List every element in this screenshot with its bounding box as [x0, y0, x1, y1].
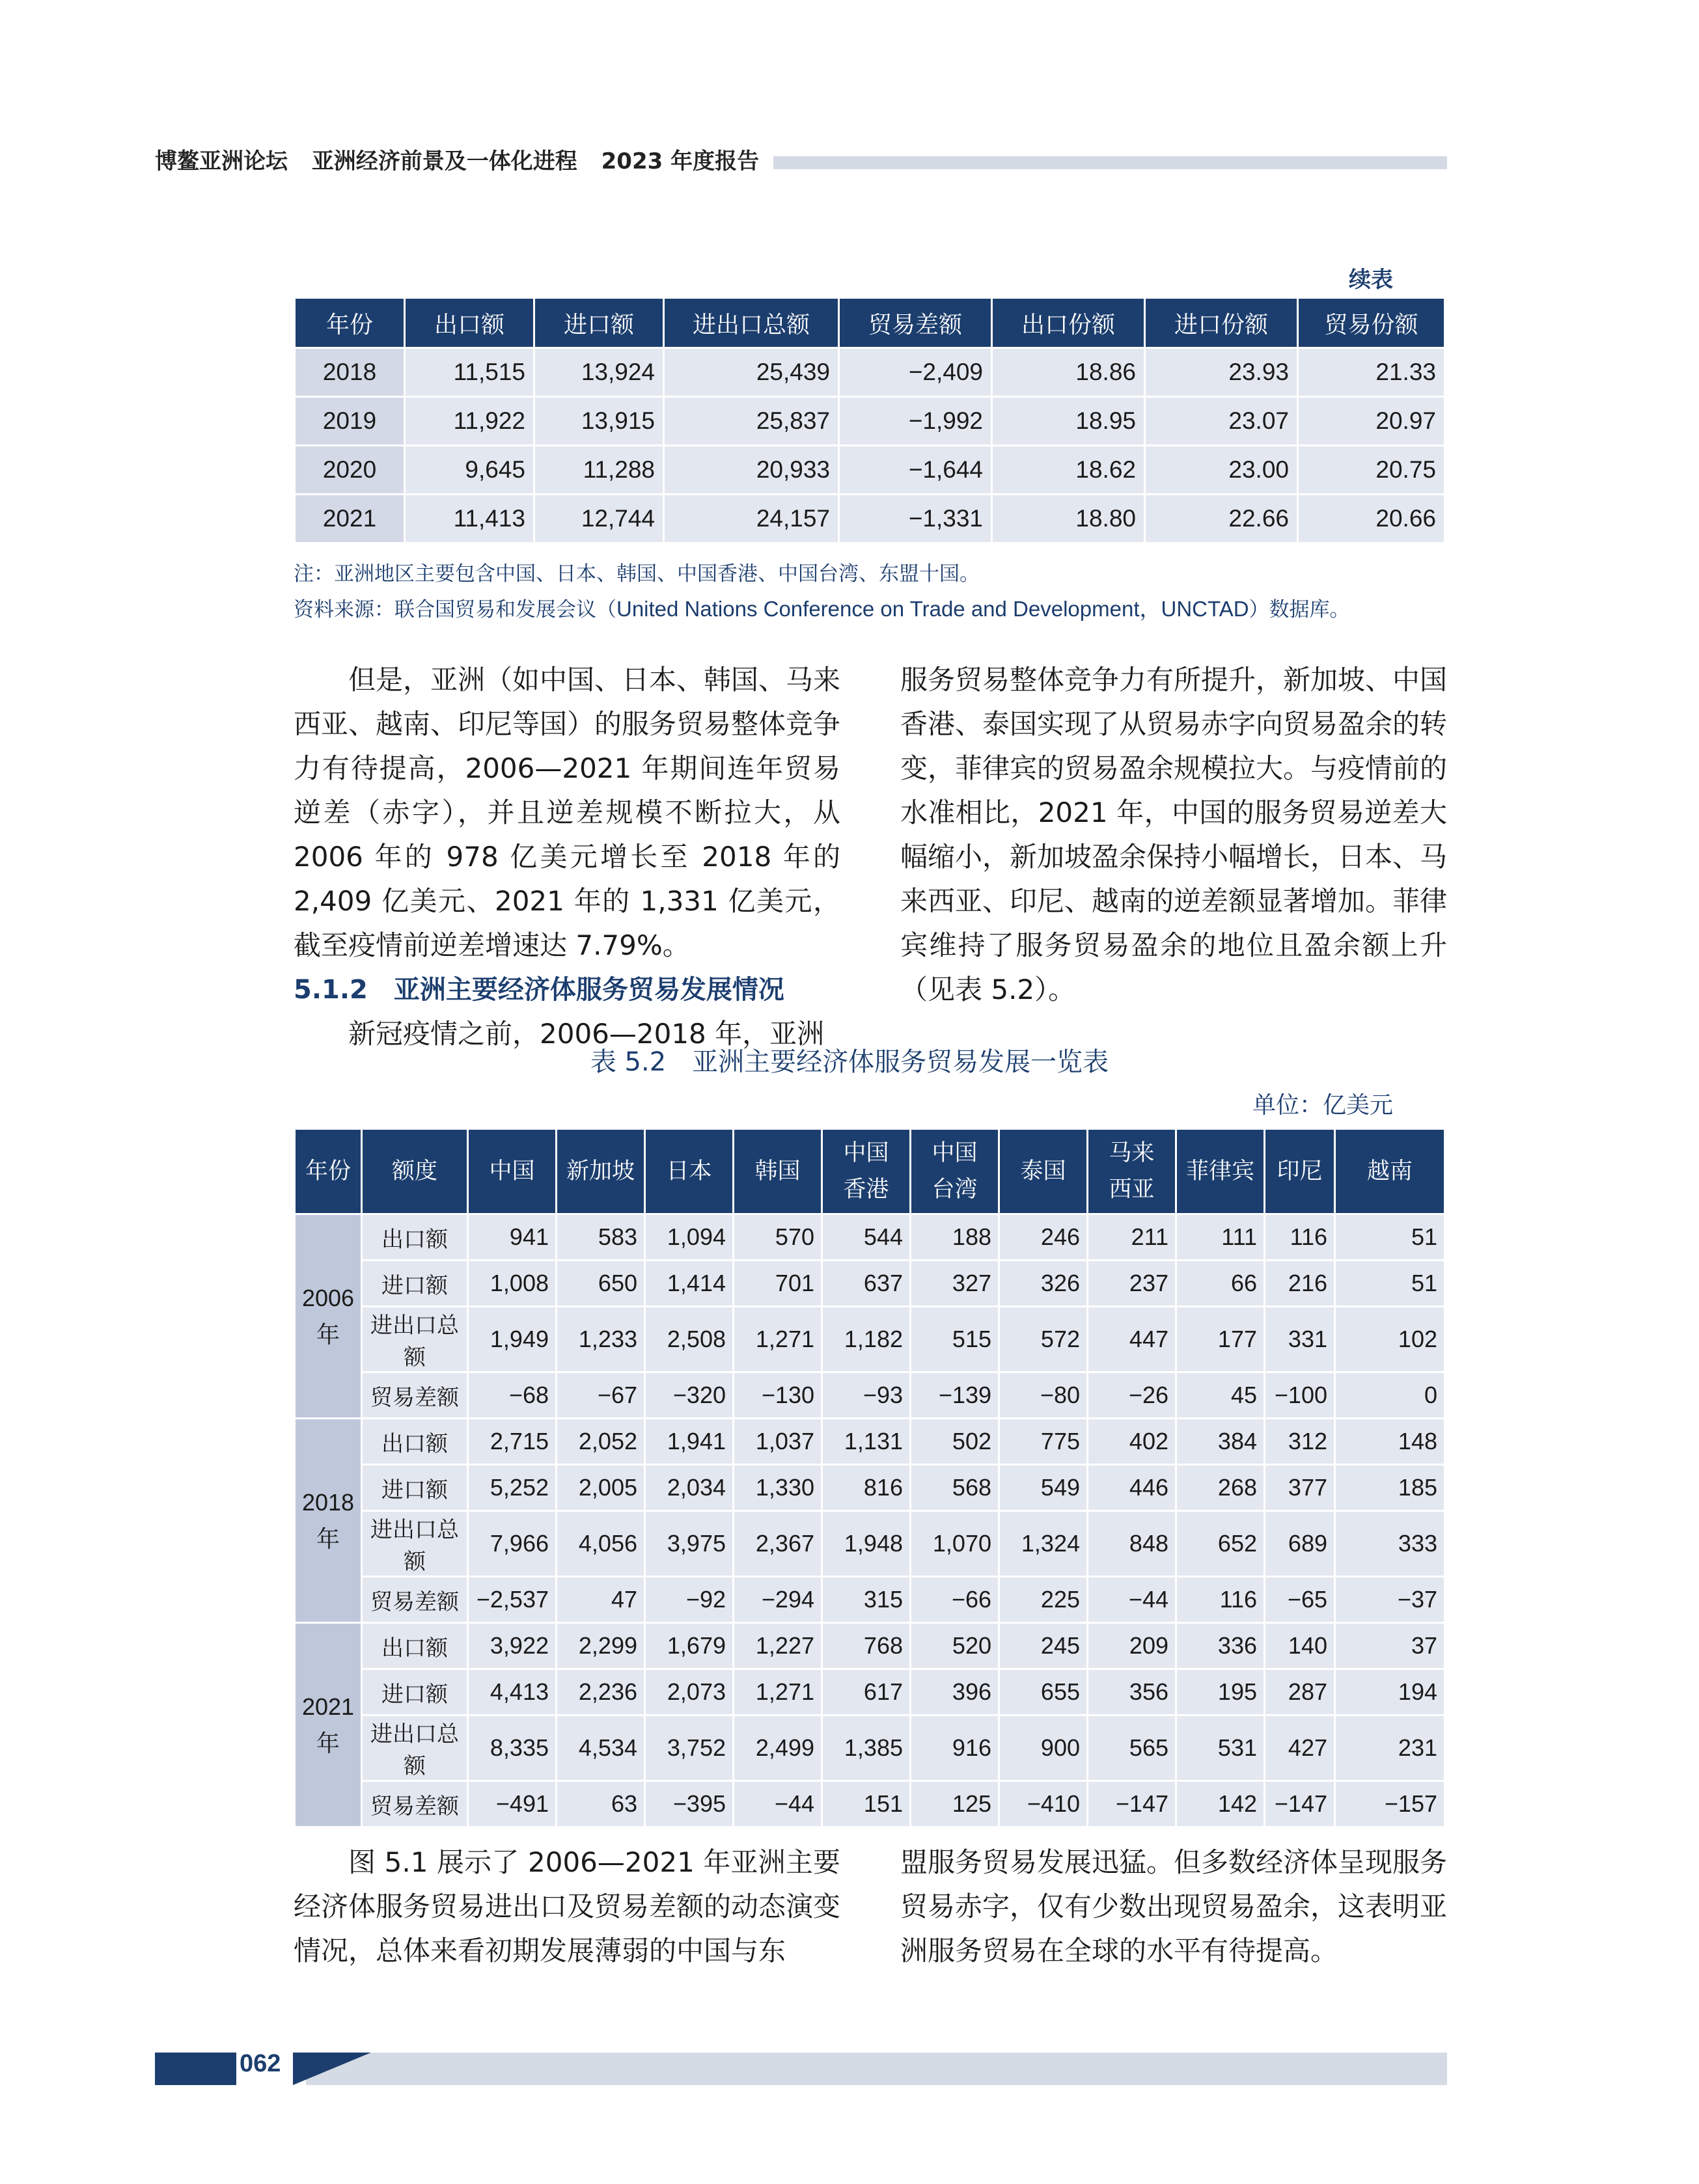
column-header: 中国	[468, 1129, 557, 1214]
year-cell: 2019	[295, 397, 405, 446]
value-cell: 549	[999, 1465, 1088, 1511]
value-cell: 188	[911, 1214, 999, 1261]
value-cell: 775	[999, 1419, 1088, 1465]
value-cell: 195	[1176, 1669, 1265, 1715]
paragraph: 图 5.1 展示了 2006—2021 年亚洲主要经济体服务贸易进出口及贸易差额的动态演变情况，总体来看初期发展薄弱的中国与东	[294, 1846, 841, 1967]
header-line: 西亚	[1109, 1177, 1155, 1203]
metric-cell: 贸易差额	[362, 1372, 468, 1419]
table-row	[295, 1577, 1445, 1623]
value-cell: 11,413	[405, 495, 534, 543]
value-cell: 1,385	[822, 1715, 911, 1781]
header-line: 香港	[843, 1177, 889, 1203]
value-cell: 572	[999, 1307, 1088, 1372]
value-cell: −395	[645, 1781, 734, 1827]
table-row	[295, 1261, 1445, 1307]
value-cell: 336	[1176, 1623, 1265, 1669]
column-header	[1088, 1129, 1176, 1214]
value-cell: −294	[734, 1577, 822, 1623]
year-cell: 2018	[295, 348, 405, 397]
value-cell: −67	[557, 1372, 645, 1419]
value-cell: 900	[999, 1715, 1088, 1781]
value-cell: 211	[1088, 1214, 1176, 1261]
paragraph: 新冠疫情之前，2006—2018 年，亚洲	[348, 1018, 825, 1050]
value-cell: 396	[911, 1669, 999, 1715]
value-cell: 18.95	[992, 397, 1145, 446]
column-header: 进口份额	[1145, 298, 1298, 348]
value-cell: 1,941	[645, 1419, 734, 1465]
value-cell: −1,644	[839, 446, 992, 495]
header-report-title: 亚洲经济前景及一体化进程	[311, 148, 577, 174]
value-cell: 1,131	[822, 1419, 911, 1465]
value-cell: 63	[557, 1781, 645, 1827]
table-row	[295, 1307, 1445, 1372]
value-cell: −65	[1265, 1577, 1335, 1623]
value-cell: 246	[999, 1214, 1088, 1261]
footer-rule	[306, 2053, 1447, 2085]
value-cell: 23.07	[1145, 397, 1298, 446]
value-cell: 177	[1176, 1307, 1265, 1372]
value-cell: 2,367	[734, 1511, 822, 1577]
table-row	[295, 1214, 1445, 1261]
table-title: 表 5.2 亚洲主要经济体服务贸易发展一览表	[590, 1047, 1109, 1077]
column-header: 贸易差额	[839, 298, 992, 348]
value-cell: 8,335	[468, 1715, 557, 1781]
value-cell: 402	[1088, 1419, 1176, 1465]
source-suffix: ）数据库。	[1249, 598, 1350, 621]
value-cell: 427	[1265, 1715, 1335, 1781]
value-cell: −100	[1265, 1372, 1335, 1419]
value-cell: 1,227	[734, 1623, 822, 1669]
value-cell: 18.62	[992, 446, 1145, 495]
value-cell: 12,744	[534, 495, 664, 543]
value-cell: 1,414	[645, 1261, 734, 1307]
value-cell: 20.75	[1298, 446, 1445, 495]
value-cell: 3,752	[645, 1715, 734, 1781]
value-cell: 1,271	[734, 1307, 822, 1372]
value-cell: 2,052	[557, 1419, 645, 1465]
header-line: 中国	[843, 1140, 889, 1166]
table-row	[295, 1781, 1445, 1827]
value-cell: 1,070	[911, 1511, 999, 1577]
value-cell: 23.93	[1145, 348, 1298, 397]
value-cell: 185	[1335, 1465, 1445, 1511]
value-cell: 11,515	[405, 348, 534, 397]
value-cell: −44	[1088, 1577, 1176, 1623]
body-column-left	[294, 658, 840, 1056]
value-cell: 583	[557, 1214, 645, 1261]
table-header-row	[295, 1129, 1445, 1214]
year-label-line: 年	[316, 1525, 340, 1552]
value-cell: 151	[822, 1781, 911, 1827]
source-org: United Nations Conference on Trade and Development，UNCTAD	[616, 597, 1249, 621]
value-cell: −80	[999, 1372, 1088, 1419]
value-cell: 2,715	[468, 1419, 557, 1465]
value-cell: 4,056	[557, 1511, 645, 1577]
value-cell: 652	[1176, 1511, 1265, 1577]
column-header: 新加坡	[557, 1129, 645, 1214]
metric-cell: 出口额	[362, 1419, 468, 1465]
paragraph: 但是，亚洲（如中国、日本、韩国、马来西亚、越南、印尼等国）的服务贸易整体竞争力有待提高，2006—2021 年期间连年贸易逆差（赤字），并且逆差规模不断拉大，从 2006 年的 978 亿美元增长至 2018 年的 2,409 亿美元、2021 年的 1,331 亿美元，截至疫情前逆差增速达 7.79%。	[294, 664, 841, 961]
value-cell: 116	[1265, 1214, 1335, 1261]
value-cell: 231	[1335, 1715, 1445, 1781]
table-row	[295, 1419, 1445, 1465]
continued-table	[294, 297, 1446, 544]
section-heading: 5.1.2 亚洲主要经济体服务贸易发展情况	[294, 975, 784, 1005]
value-cell: 701	[734, 1261, 822, 1307]
metric-cell: 进口额	[362, 1261, 468, 1307]
value-cell: 655	[999, 1669, 1088, 1715]
economies-table	[294, 1128, 1446, 1828]
header-report-year: 2023 年度报告	[601, 148, 760, 174]
table-header-row	[295, 298, 1445, 348]
value-cell: 25,439	[664, 348, 839, 397]
header-forum: 博鳌亚洲论坛	[155, 148, 288, 174]
value-cell: 1,271	[734, 1669, 822, 1715]
table-row	[295, 348, 1445, 397]
value-cell: 5,252	[468, 1465, 557, 1511]
value-cell: 45	[1176, 1372, 1265, 1419]
column-header: 贸易份额	[1298, 298, 1445, 348]
column-header: 出口额	[405, 298, 534, 348]
value-cell: −44	[734, 1781, 822, 1827]
table-row	[295, 495, 1445, 543]
value-cell: 520	[911, 1623, 999, 1669]
column-header: 进口额	[534, 298, 664, 348]
value-cell: 47	[557, 1577, 645, 1623]
value-cell: 515	[911, 1307, 999, 1372]
value-cell: 245	[999, 1623, 1088, 1669]
value-cell: 637	[822, 1261, 911, 1307]
value-cell: 9,645	[405, 446, 534, 495]
value-cell: −491	[468, 1781, 557, 1827]
metric-cell: 进出口总额	[362, 1715, 468, 1781]
year-cell: 2021	[295, 495, 405, 543]
value-cell: 848	[1088, 1511, 1176, 1577]
value-cell: 125	[911, 1781, 999, 1827]
page-number: 062	[240, 2050, 281, 2077]
value-cell: 140	[1265, 1623, 1335, 1669]
value-cell: 941	[468, 1214, 557, 1261]
value-cell: −37	[1335, 1577, 1445, 1623]
table-row	[295, 1669, 1445, 1715]
year-group-cell	[295, 1623, 362, 1827]
table-row	[295, 1372, 1445, 1419]
column-header: 菲律宾	[1176, 1129, 1265, 1214]
column-header: 日本	[645, 1129, 734, 1214]
value-cell: 377	[1265, 1465, 1335, 1511]
value-cell: −1,331	[839, 495, 992, 543]
value-cell: 2,073	[645, 1669, 734, 1715]
value-cell: 11,288	[534, 446, 664, 495]
value-cell: 1,324	[999, 1511, 1088, 1577]
value-cell: 4,413	[468, 1669, 557, 1715]
value-cell: 111	[1176, 1214, 1265, 1261]
value-cell: 51	[1335, 1261, 1445, 1307]
value-cell: 502	[911, 1419, 999, 1465]
continued-label: 续表	[1349, 267, 1393, 293]
column-header: 出口份额	[992, 298, 1145, 348]
column-header: 年份	[295, 1129, 362, 1214]
body-column-right-2	[900, 1840, 1447, 1973]
value-cell: −147	[1088, 1781, 1176, 1827]
value-cell: 1,094	[645, 1214, 734, 1261]
value-cell: 237	[1088, 1261, 1176, 1307]
value-cell: −66	[911, 1577, 999, 1623]
value-cell: 333	[1335, 1511, 1445, 1577]
value-cell: 13,924	[534, 348, 664, 397]
value-cell: 25,837	[664, 397, 839, 446]
running-header	[155, 143, 776, 175]
value-cell: −26	[1088, 1372, 1176, 1419]
column-header: 进出口总额	[664, 298, 839, 348]
table-note: 注：亚洲地区主要包含中国、日本、韩国、中国香港、中国台湾、东盟十国。	[294, 562, 980, 586]
metric-cell: 进口额	[362, 1465, 468, 1511]
table-row	[295, 446, 1445, 495]
value-cell: −92	[645, 1577, 734, 1623]
value-cell: −1,992	[839, 397, 992, 446]
value-cell: 2,499	[734, 1715, 822, 1781]
value-cell: 544	[822, 1214, 911, 1261]
value-cell: 20.97	[1298, 397, 1445, 446]
value-cell: −93	[822, 1372, 911, 1419]
table-source	[294, 592, 1350, 623]
footer-block	[155, 2053, 236, 2085]
value-cell: 570	[734, 1214, 822, 1261]
value-cell: 148	[1335, 1419, 1445, 1465]
value-cell: 268	[1176, 1465, 1265, 1511]
table-row	[295, 1715, 1445, 1781]
value-cell: 2,005	[557, 1465, 645, 1511]
metric-cell: 出口额	[362, 1623, 468, 1669]
header-line: 马来	[1109, 1140, 1155, 1166]
value-cell: 531	[1176, 1715, 1265, 1781]
value-cell: 689	[1265, 1511, 1335, 1577]
value-cell: 1,948	[822, 1511, 911, 1577]
value-cell: 1,330	[734, 1465, 822, 1511]
value-cell: 447	[1088, 1307, 1176, 1372]
table-row	[295, 1511, 1445, 1577]
column-header: 泰国	[999, 1129, 1088, 1214]
value-cell: 18.80	[992, 495, 1145, 543]
value-cell: −2,409	[839, 348, 992, 397]
value-cell: −147	[1265, 1781, 1335, 1827]
year-group-cell	[295, 1214, 362, 1419]
value-cell: 3,922	[468, 1623, 557, 1669]
metric-cell: 出口额	[362, 1214, 468, 1261]
value-cell: 225	[999, 1577, 1088, 1623]
value-cell: 20.66	[1298, 495, 1445, 543]
value-cell: 2,236	[557, 1669, 645, 1715]
value-cell: 20,933	[664, 446, 839, 495]
header-line: 台湾	[932, 1177, 978, 1203]
column-header: 额度	[362, 1129, 468, 1214]
column-header: 印尼	[1265, 1129, 1335, 1214]
value-cell: 66	[1176, 1261, 1265, 1307]
column-header	[911, 1129, 999, 1214]
value-cell: 22.66	[1145, 495, 1298, 543]
metric-cell: 贸易差额	[362, 1781, 468, 1827]
value-cell: 1,037	[734, 1419, 822, 1465]
value-cell: 116	[1176, 1577, 1265, 1623]
header-rule	[773, 156, 1447, 169]
value-cell: −320	[645, 1372, 734, 1419]
value-cell: 331	[1265, 1307, 1335, 1372]
value-cell: 0	[1335, 1372, 1445, 1419]
footer-arrow-shape	[293, 2053, 371, 2085]
metric-cell: 进出口总额	[362, 1511, 468, 1577]
value-cell: 1,233	[557, 1307, 645, 1372]
body-column-right	[900, 658, 1447, 1012]
value-cell: 356	[1088, 1669, 1176, 1715]
table-row	[295, 1465, 1445, 1511]
table-row	[295, 1623, 1445, 1669]
column-header: 年份	[295, 298, 405, 348]
value-cell: 565	[1088, 1715, 1176, 1781]
value-cell: −139	[911, 1372, 999, 1419]
value-cell: 7,966	[468, 1511, 557, 1577]
value-cell: 21.33	[1298, 348, 1445, 397]
value-cell: 1,008	[468, 1261, 557, 1307]
value-cell: 568	[911, 1465, 999, 1511]
value-cell: 287	[1265, 1669, 1335, 1715]
value-cell: 102	[1335, 1307, 1445, 1372]
value-cell: 617	[822, 1669, 911, 1715]
value-cell: 4,534	[557, 1715, 645, 1781]
value-cell: 312	[1265, 1419, 1335, 1465]
value-cell: 315	[822, 1577, 911, 1623]
metric-cell: 贸易差额	[362, 1577, 468, 1623]
value-cell: 2,299	[557, 1623, 645, 1669]
value-cell: 2,508	[645, 1307, 734, 1372]
value-cell: 23.00	[1145, 446, 1298, 495]
value-cell: 51	[1335, 1214, 1445, 1261]
column-header	[822, 1129, 911, 1214]
value-cell: 446	[1088, 1465, 1176, 1511]
value-cell: 327	[911, 1261, 999, 1307]
value-cell: 142	[1176, 1781, 1265, 1827]
value-cell: 326	[999, 1261, 1088, 1307]
column-header: 韩国	[734, 1129, 822, 1214]
value-cell: 916	[911, 1715, 999, 1781]
value-cell: 194	[1335, 1669, 1445, 1715]
value-cell: −130	[734, 1372, 822, 1419]
value-cell: 768	[822, 1623, 911, 1669]
value-cell: 1,949	[468, 1307, 557, 1372]
source-prefix: 资料来源：联合国贸易和发展会议（	[294, 598, 616, 621]
table-unit: 单位：亿美元	[1252, 1092, 1393, 1119]
year-label-line: 年	[316, 1320, 340, 1348]
value-cell: 816	[822, 1465, 911, 1511]
value-cell: 1,679	[645, 1623, 734, 1669]
year-group-cell	[295, 1419, 362, 1623]
value-cell: 650	[557, 1261, 645, 1307]
year-label-line: 2018	[301, 1488, 355, 1516]
year-label-line: 年	[316, 1729, 340, 1756]
value-cell: 11,922	[405, 397, 534, 446]
value-cell: 216	[1265, 1261, 1335, 1307]
table-row	[295, 397, 1445, 446]
year-label-line: 2006	[301, 1284, 355, 1311]
value-cell: 209	[1088, 1623, 1176, 1669]
value-cell: 13,915	[534, 397, 664, 446]
value-cell: 18.86	[992, 348, 1145, 397]
year-cell: 2020	[295, 446, 405, 495]
value-cell: 1,182	[822, 1307, 911, 1372]
metric-cell: 进出口总额	[362, 1307, 468, 1372]
value-cell: 3,975	[645, 1511, 734, 1577]
paragraph: 服务贸易整体竞争力有所提升，新加坡、中国香港、泰国实现了从贸易赤字向贸易盈余的转变，菲律宾的贸易盈余规模拉大。与疫情前的水准相比，2021 年，中国的服务贸易逆差大幅缩小，新加坡盈余保持小幅增长，日本、马来西亚、印尼、越南的逆差额显著增加。菲律宾维持了服务贸易盈余的地位且盈余额上升（见表 5.2）。	[900, 664, 1448, 1005]
header-line: 中国	[932, 1140, 978, 1166]
body-column-left-2	[294, 1840, 840, 1973]
value-cell: 37	[1335, 1623, 1445, 1669]
column-header: 越南	[1335, 1129, 1445, 1214]
year-label-line: 2021	[301, 1693, 355, 1720]
paragraph: 盟服务贸易发展迅猛。但多数经济体呈现服务贸易赤字，仅有少数出现贸易盈余，这表明亚洲服务贸易在全球的水平有待提高。	[900, 1846, 1448, 1967]
value-cell: 384	[1176, 1419, 1265, 1465]
value-cell: −157	[1335, 1781, 1445, 1827]
metric-cell: 进口额	[362, 1669, 468, 1715]
value-cell: 2,034	[645, 1465, 734, 1511]
value-cell: 24,157	[664, 495, 839, 543]
value-cell: −2,537	[468, 1577, 557, 1623]
value-cell: −410	[999, 1781, 1088, 1827]
value-cell: −68	[468, 1372, 557, 1419]
